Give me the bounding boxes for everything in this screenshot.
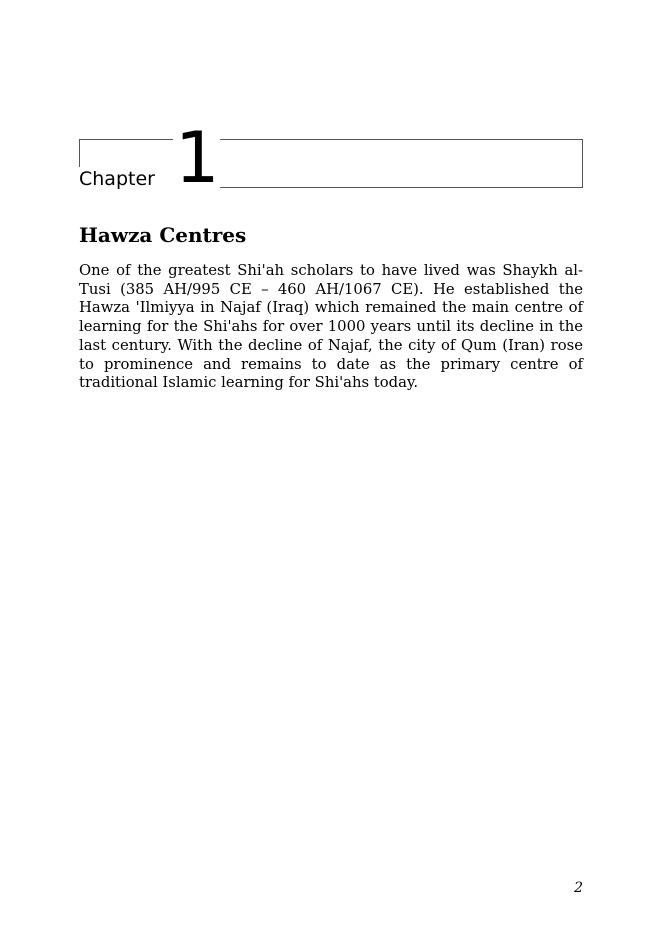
chapter-number: 1 (175, 117, 220, 199)
chapter-frame-bottom (220, 187, 583, 188)
section-title: Hawza Centres (79, 223, 247, 247)
chapter-frame-left (79, 139, 80, 167)
body-paragraph: One of the greatest Shi'ah scholars to have lived was Shaykh al-Tusi (385 AH/995 CE – 460 AH/1067 CE). He established the Hawza 'Ilmiyya in Najaf (Iraq) which remained the main centre of learning for the Shi'ahs for over 1000 years until its decline in the last century. With the decline of Najaf, the city of Qum (Iran) rose to prominence and remains to date as the primary centre of traditional Islamic learning for Shi'ahs today. (79, 262, 583, 392)
chapter-frame-top-left (79, 139, 173, 140)
chapter-frame-right (582, 139, 583, 188)
page-number: 2 (574, 880, 583, 896)
chapter-label: Chapter (79, 168, 155, 190)
chapter-frame-top-right (220, 139, 583, 140)
chapter-heading (79, 117, 583, 199)
